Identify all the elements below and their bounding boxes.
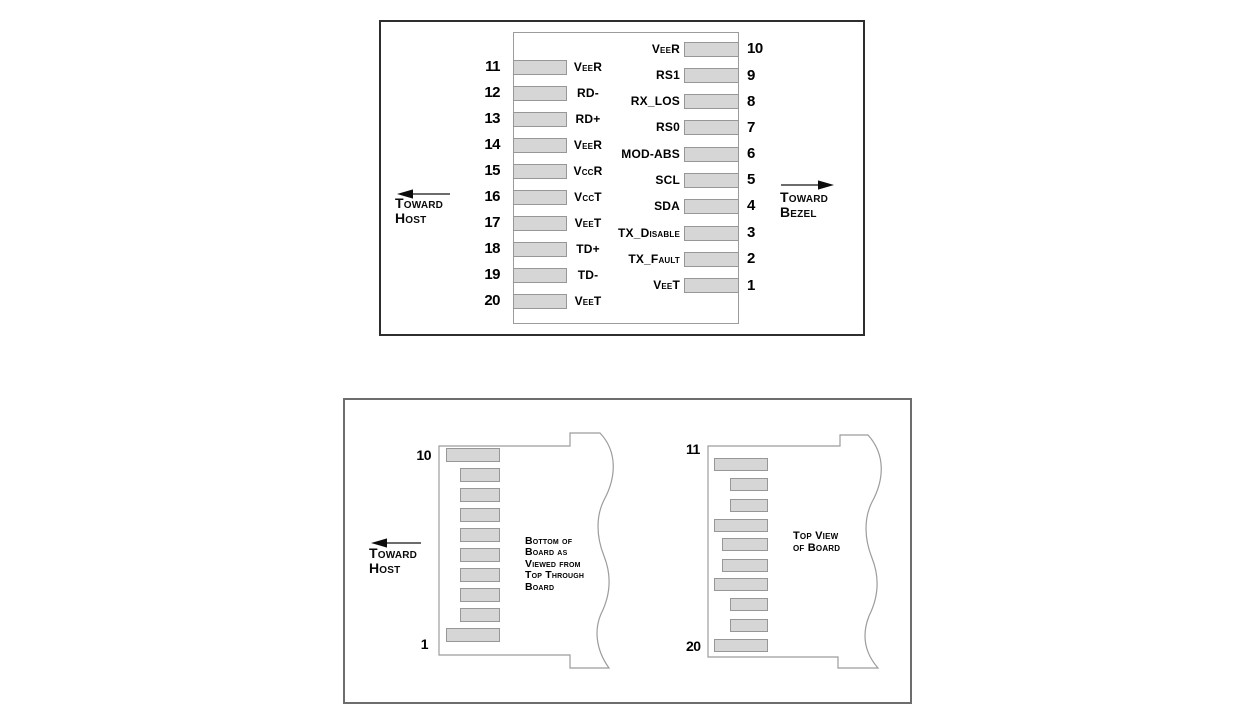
board-pad-14 [714, 519, 768, 532]
board-pad-2 [460, 608, 500, 622]
pin-pad-6 [684, 147, 739, 162]
board-pad-3 [460, 588, 500, 602]
toward-host-label [369, 546, 417, 575]
pin-pad-20 [513, 294, 567, 309]
board-pad-10 [446, 448, 500, 462]
pin-label-15: VccR [573, 163, 603, 178]
pin-label-20: VeeT [574, 293, 602, 308]
pin-number-14: 14 [484, 136, 500, 153]
pin-label-17: VeeT [574, 215, 602, 230]
board-pad-15 [722, 538, 768, 551]
pin-label-14: VeeR [573, 137, 603, 152]
pin-pad-8 [684, 94, 739, 109]
toward-host-line1: Toward [395, 195, 444, 211]
pin-pad-2 [684, 252, 739, 267]
board-pad-4 [460, 568, 500, 582]
board-pin-number-11: 11 [686, 441, 700, 457]
pin-number-3: 3 [747, 224, 755, 241]
pin-number-15: 15 [484, 162, 500, 179]
caption-line: of Board [793, 541, 841, 554]
pin-number-13: 13 [484, 110, 500, 127]
pin-label-5: SCL [655, 172, 680, 187]
caption-line: Top View [793, 530, 839, 542]
caption-line: Bottom of [525, 535, 573, 547]
board-pad-9 [460, 468, 500, 482]
caption-line: Board [525, 580, 555, 593]
pin-label-2: TX_Fault [628, 251, 680, 266]
board-pad-6 [460, 528, 500, 542]
board-pad-11 [714, 458, 768, 471]
board-pad-20 [714, 639, 768, 652]
pin-number-9: 9 [747, 67, 755, 84]
pin-pad-4 [684, 199, 739, 214]
pin-number-16: 16 [484, 188, 500, 205]
pin-pad-7 [684, 120, 739, 135]
pin-label-6: MOD-ABS [621, 146, 680, 161]
pin-label-19: TD- [577, 267, 599, 282]
pin-label-16: VccT [574, 189, 602, 204]
board-pad-13 [730, 499, 768, 512]
pin-number-12: 12 [484, 84, 500, 101]
pin-pad-3 [684, 226, 739, 241]
pin-label-13: RD+ [575, 111, 601, 126]
toward-bezel-line1: Toward [780, 189, 829, 205]
pin-number-5: 5 [747, 171, 755, 188]
toward-host-line2: Host [395, 209, 427, 226]
pin-number-2: 2 [747, 250, 755, 267]
pin-number-4: 4 [747, 197, 755, 214]
pin-label-11: VeeR [573, 59, 603, 74]
toward-host-line1: Toward [369, 545, 418, 561]
bottom-view-caption [525, 536, 611, 593]
pin-label-18: TD+ [576, 241, 600, 256]
caption-line: Viewed from [525, 557, 581, 570]
board-pad-1 [446, 628, 500, 642]
pin-number-11: 11 [485, 58, 500, 75]
pin-number-10: 10 [747, 40, 763, 57]
board-pad-7 [460, 508, 500, 522]
top-view-caption [793, 531, 865, 554]
pin-pad-1 [684, 278, 739, 293]
pin-number-1: 1 [747, 277, 755, 294]
board-pad-19 [730, 619, 768, 632]
pin-number-17: 17 [484, 214, 500, 231]
pin-label-7: RS0 [656, 120, 680, 134]
pin-label-3: TX_Disable [617, 225, 680, 240]
toward-host-label [395, 196, 443, 225]
pin-number-18: 18 [484, 240, 500, 257]
board-pad-18 [730, 598, 768, 611]
pin-label-4: SDA [654, 199, 680, 213]
pin-number-19: 19 [484, 266, 500, 283]
pin-number-20: 20 [484, 292, 500, 309]
pin-number-6: 6 [747, 145, 755, 162]
toward-bezel-label [780, 190, 828, 219]
pin-label-9: RS1 [656, 67, 680, 82]
board-pin-number-1: 1 [420, 636, 428, 652]
board-pin-number-20: 20 [686, 638, 701, 654]
pin-number-7: 7 [747, 119, 755, 136]
board-pad-16 [722, 559, 768, 572]
caption-line: Top Through [525, 569, 585, 582]
toward-bezel-line2: Bezel [780, 203, 817, 220]
pin-label-8: RX_LOS [630, 93, 680, 108]
board-pad-17 [714, 578, 768, 591]
pin-pad-10 [684, 42, 739, 57]
board-pad-5 [460, 548, 500, 562]
caption-line: Board as [525, 546, 568, 559]
pin-pad-9 [684, 68, 739, 83]
board-pad-8 [460, 488, 500, 502]
pin-number-8: 8 [747, 93, 755, 110]
board-pin-number-10: 10 [416, 447, 431, 463]
pin-label-10: VeeR [651, 41, 680, 56]
pin-pad-5 [684, 173, 739, 188]
board-pad-12 [730, 478, 768, 491]
pin-label-1: VeeT [653, 277, 680, 292]
pin-label-12: RD- [577, 85, 599, 100]
toward-host-line2: Host [369, 559, 401, 576]
